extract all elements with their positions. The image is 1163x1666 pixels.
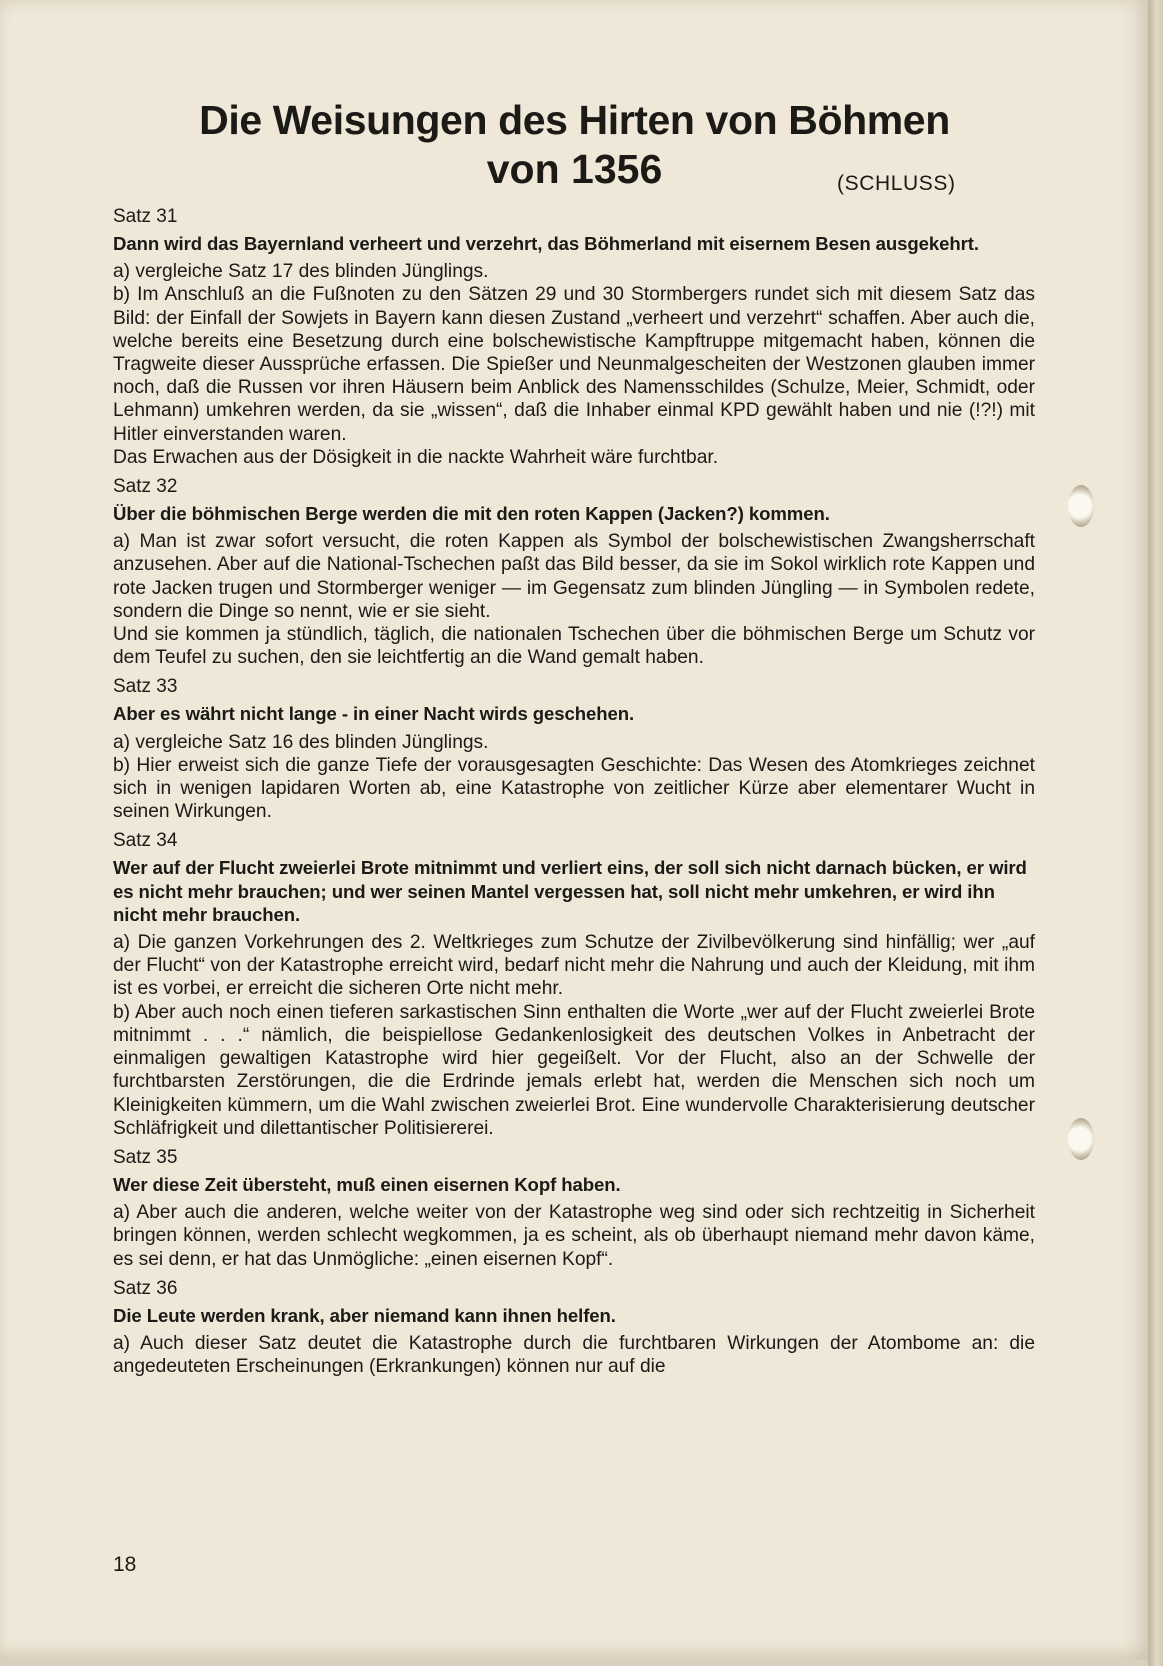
prophecy-quote: Aber es währt nicht lange - in einer Nacht wirds geschehen. xyxy=(113,703,635,725)
section-satz-31 xyxy=(113,205,1035,469)
section-satz-32 xyxy=(113,475,1035,669)
commentary-paragraph: b) Im Anschluß an die Fußnoten zu den Sätzen 29 und 30 Stormbergers rundet sich mit diesem Satz das Bild: der Einfall der Sowjets in Bayern kann diesen Zustand „verheert und verzehrt“ schaffen. Aber auch die, welche bereits eine Besetzung durch eine bolschewistische Kampftruppe mitgemacht haben, können die Tragweite dieser Aussprüche erfassen. Die Spießer und Neunmalgescheiten der Westzonen glauben immer noch, daß die Russen vor ihren Häusern beim Anblick des Namensschildes (Schulze, Meier, Schmidt, oder Lehmann) umkehren werden, da sie „wissen“, daß die Inhaber einmal KPD gewählt haben und nie (!?!) mit Hitler einverstanden waren. xyxy=(113,284,1035,445)
article-title xyxy=(112,95,1037,193)
title-line-1: Die Weisungen des Hirten von Böhmen xyxy=(199,97,950,143)
prophecy-quote: Wer diese Zeit übersteht, muß einen eisernen Kopf haben. xyxy=(113,1173,621,1195)
title-line-2 xyxy=(112,145,1037,193)
commentary-paragraph: a) vergleiche Satz 16 des blinden Jünglings. xyxy=(113,731,489,753)
commentary-paragraph: Das Erwachen aus der Dösigkeit in die nackte Wahrheit wäre furchtbar. xyxy=(113,446,719,468)
page-edge xyxy=(1148,0,1163,1666)
commentary-paragraph: b) Aber auch noch einen tieferen sarkastischen Sinn enthalten die Worte „wer auf der Flucht zweierlei Brote mitnimmt . . .“ nämlich, die beispiellose Gedankenlosigkeit des deutschen Volkes in Anbetracht der einmaligen gewaltigen Katastrophe wird hier gegeißelt. Vor der Flucht, also an der Schwelle der furchtbarsten Zerstörungen, die die Erdrinde jemals erlebt hat, werden die Menschen sich noch um Kleinigkeiten kümmern, um die Wahl zwischen zweierlei Brot. Eine wundervolle Charakterisierung deutscher Schläfrigkeit und dilettantischer Politisiererei. xyxy=(113,1001,1035,1139)
article-body xyxy=(113,205,1035,1378)
section-label: Satz 35 xyxy=(113,1146,178,1168)
title-subtitle: (SCHLUSS) xyxy=(837,172,956,195)
section-label: Satz 36 xyxy=(113,1277,178,1299)
section-label: Satz 32 xyxy=(113,476,178,498)
commentary-paragraph: a) Auch dieser Satz deutet die Katastrophe durch die furchtbaren Wirkungen der Atombome an: die angedeuteten Erscheinungen (Erkrankungen) können nur auf die xyxy=(113,1332,1035,1378)
prophecy-quote: Über die böhmischen Berge werden die mit den roten Kappen (Jacken?) kommen. xyxy=(113,503,830,525)
commentary-paragraph: a) Man ist zwar sofort versucht, die roten Kappen als Symbol der bolschewistischen Zwangsherrschaft anzusehen. Aber auf die National-Tschechen paßt das Bild besser, da sie im Sokol wirklich rote Kappen und rote Jacken trugen und Stormberger weniger — im Gegensatz zum blinden Jüngling — in Symbolen redete, sondern die Dinge so nennt, wie er sie sieht. xyxy=(113,531,1035,622)
commentary-paragraph: a) Aber auch die anderen, welche weiter von der Katastrophe weg sind oder sich rechtzeitig in Sicherheit bringen können, werden schlecht wegkommen, ja es scheint, als ob überhaupt niemand mehr davon käme, es sei denn, er hat das Unmögliche: „einen eisernen Kopf“. xyxy=(113,1202,1035,1270)
section-satz-33 xyxy=(113,675,1035,823)
section-label: Satz 34 xyxy=(113,830,178,852)
page-number: 18 xyxy=(113,1553,137,1576)
section-label: Satz 33 xyxy=(113,676,178,698)
commentary-paragraph: b) Hier erweist sich die ganze Tiefe der vorausgesagten Geschichte: Das Wesen des Atomkrieges zeichnet sich in wenigen lapidaren Worten ab, eine Katastrophe von zeitlicher Kürze aber elementarer Wucht in seinen Wirkungen. xyxy=(113,754,1035,823)
punch-hole-top xyxy=(1068,485,1094,527)
prophecy-quote: Wer auf der Flucht zweierlei Brote mitnimmt und verliert eins, der soll sich nicht darnach bücken, er wird es nicht mehr brauchen; und wer seinen Mantel vergessen hat, soll nicht mehr umkehren, er wird ihn nicht mehr brauchen. xyxy=(113,857,1027,925)
section-label: Satz 31 xyxy=(113,206,178,227)
commentary-paragraph: a) vergleiche Satz 17 des blinden Jünglings. xyxy=(113,261,489,283)
title-year: von 1356 xyxy=(486,146,663,192)
prophecy-quote: Die Leute werden krank, aber niemand kann ihnen helfen. xyxy=(113,1304,616,1326)
section-satz-35 xyxy=(113,1146,1035,1271)
prophecy-quote: Dann wird das Bayernland verheert und verzehrt, das Böhmerland mit eisernem Besen ausgekehrt. xyxy=(113,233,979,254)
section-satz-34 xyxy=(113,829,1035,1139)
commentary-paragraph: a) Die ganzen Vorkehrungen des 2. Weltkrieges zum Schutze der Zivilbevölkerung sind hinfällig; wer „auf der Flucht“ von der Katastrophe erreicht wird, bedarf nicht mehr die Nahrung und auch der Kleidung, mit ihm ist es vorbei, er erreicht die sicheren Orte nicht mehr. xyxy=(113,932,1035,1000)
section-satz-36 xyxy=(113,1277,1035,1379)
punch-hole-bottom xyxy=(1068,1118,1094,1160)
commentary-paragraph: Und sie kommen ja stündlich, täglich, die nationalen Tschechen über die böhmischen Berge um Schutz vor dem Teufel zu suchen, den sie leichtfertig an die Wand gemalt haben. xyxy=(113,624,1035,669)
